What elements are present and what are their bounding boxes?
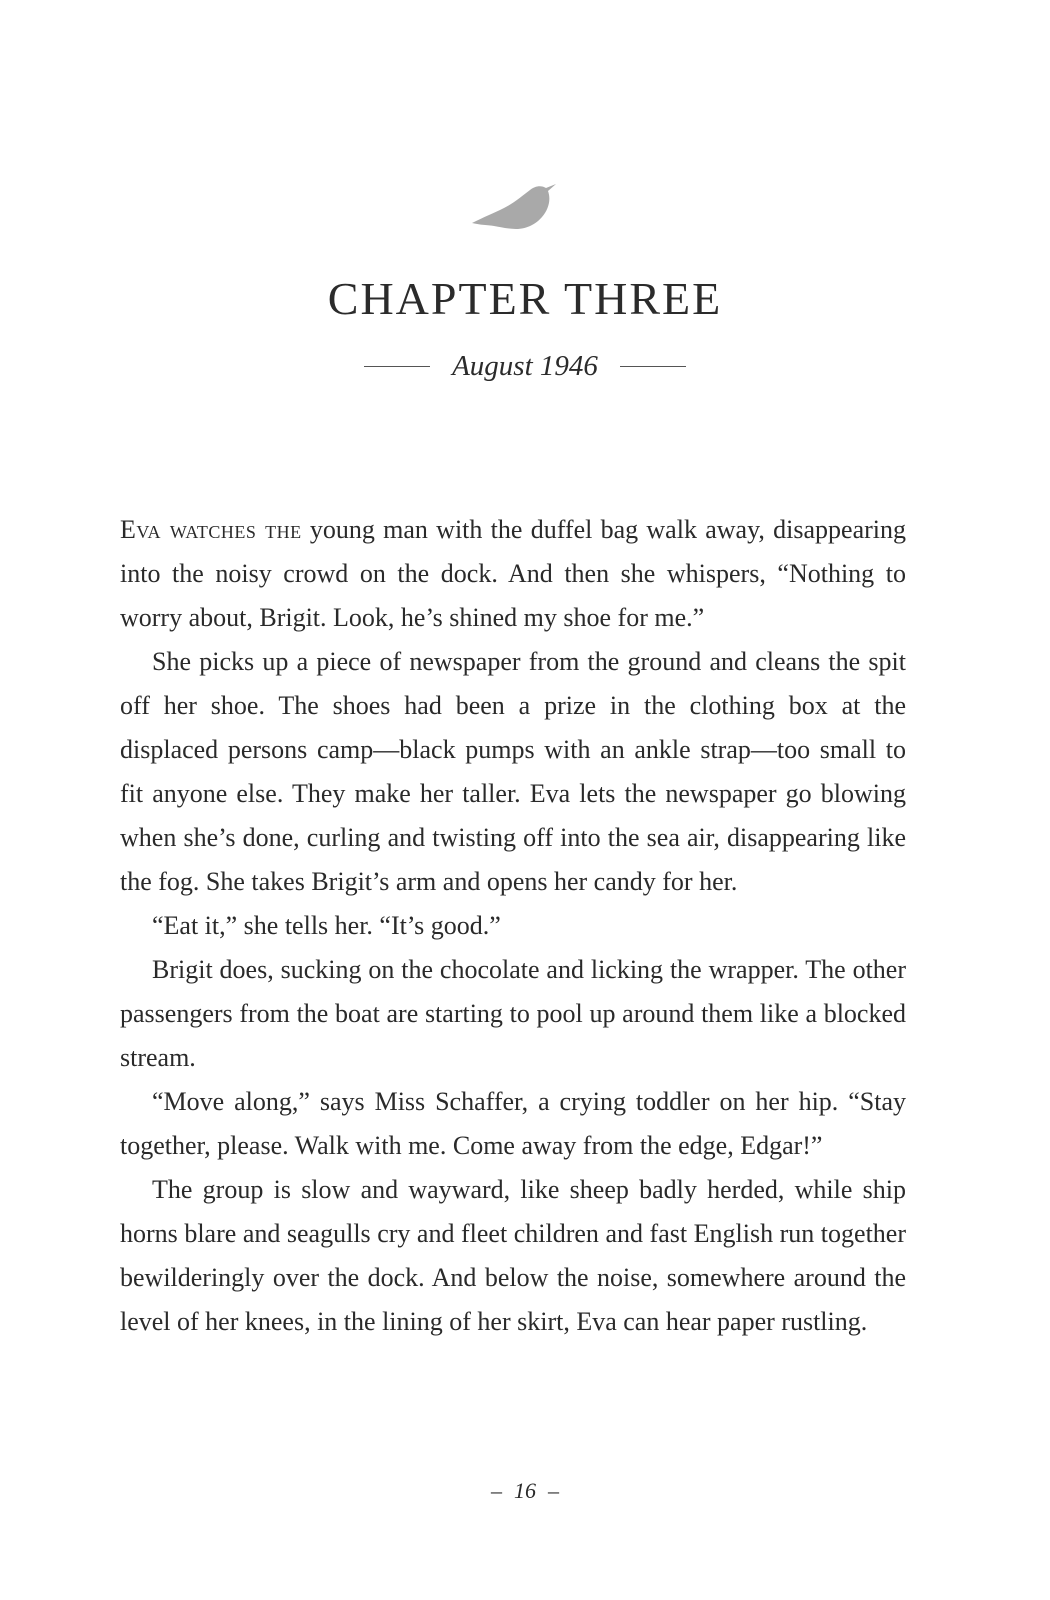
paragraph-6: The group is slow and wayward, like sheep badly herded, while ship horns blare and seagulls cry and fleet children and fast English run together bewilderingly over the dock. And below the noise, somewhere around the level of her knees, in the lining of her skirt, Eva can hear paper rustling. xyxy=(120,1175,906,1336)
paragraph-2: She picks up a piece of newspaper from the ground and cleans the spit off her shoe. The shoes had been a prize in the clothing box at the displaced persons camp—black pumps with an ankle strap—too small to fit anyone else. They make her taller. Eva lets the newspaper go blowing when she’s done, curling and twisting off into the sea air, disappearing like the fog. She takes Brigit’s arm and opens her candy for her. xyxy=(120,647,906,896)
chapter-body xyxy=(120,508,906,1344)
right-rule xyxy=(620,366,686,367)
page-footer xyxy=(0,1478,1050,1504)
bird-silhouette xyxy=(472,184,556,229)
chapter-date: August 1946 xyxy=(452,350,598,382)
paragraph-3: “Eat it,” she tells her. “It’s good.” xyxy=(152,911,501,940)
page-number: 16 xyxy=(514,1478,536,1503)
paragraph-1-text: young man with the duffel bag walk away, disappearing into the noisy crowd on the dock. And then she whispers, “Nothing to worry about, Brigit. Look, he’s shined my shoe for me.” xyxy=(120,515,907,632)
chapter-date-row xyxy=(0,350,1050,383)
paragraph-5: “Move along,” says Miss Schaffer, a crying toddler on her hip. “Stay together, please. Walk with me. Come away from the edge, Edgar!” xyxy=(120,1087,906,1160)
left-dash: – xyxy=(491,1478,502,1503)
paragraph-4: Brigit does, sucking on the chocolate and licking the wrapper. The other passengers from the boat are starting to pool up around them like a blocked stream. xyxy=(120,955,906,1072)
lead-in-text: Eva watches the xyxy=(120,515,302,544)
right-dash: – xyxy=(548,1478,559,1503)
paragraph-1 xyxy=(120,508,906,640)
left-rule xyxy=(364,366,430,367)
chapter-title: CHAPTER THREE xyxy=(327,273,723,324)
bird-icon xyxy=(472,182,562,238)
